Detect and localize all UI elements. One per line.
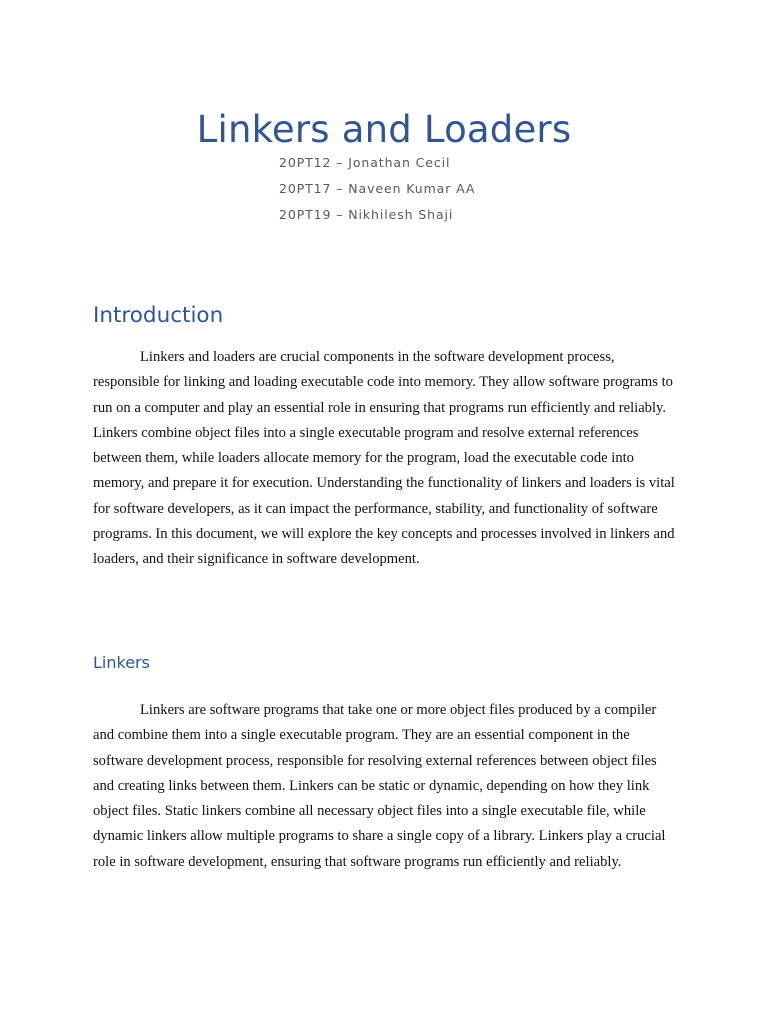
introduction-paragraph: Linkers and loaders are crucial components in the software development process, responsible for linking and loading executable code into memory. They allow software programs to run on a computer and play an essential role in ensuring that programs run efficiently and reliably. Linkers combine object files into a single executable program and resolve external references between them, while loaders allocate memory for the program, load the executable code into memory, and prepare it for execution. Understanding the functionality of linkers and loaders is vital for software developers, as it can impact the performance, stability, and functionality of software programs. In this document, we will explore the key concepts and processes involved in linkers and loaders, and their significance in software development.	[93, 349, 675, 567]
section-heading-linkers: Linkers	[93, 653, 150, 672]
author-line: 20PT12 – Jonathan Cecil	[279, 155, 451, 170]
document-title: Linkers and Loaders	[196, 108, 572, 151]
section-heading-introduction: Introduction	[93, 303, 224, 328]
author-list	[279, 154, 475, 232]
linkers-paragraph: Linkers are software programs that take one or more object files produced by a compiler and combine them into a single executable program. They are an essential component in the software development process, responsible for resolving external references between object files and creating links between them. Linkers can be static or dynamic, depending on how they link object files. Static linkers combine all necessary object files into a single executable file, while dynamic linkers allow multiple programs to share a single copy of a library. Linkers play a crucial role in software development, ensuring that software programs run efficiently and reliably.	[93, 702, 666, 870]
author-line: 20PT17 – Naveen Kumar AA	[279, 181, 476, 196]
author-line: 20PT19 – Nikhilesh Shaji	[279, 207, 454, 222]
